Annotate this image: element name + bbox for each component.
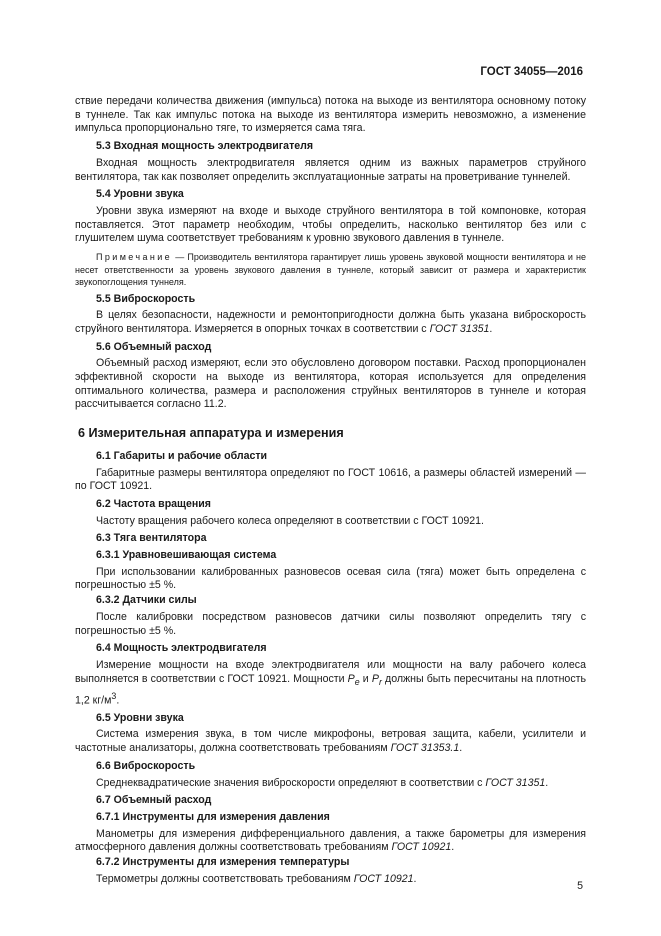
text-part: .: [413, 872, 417, 885]
heading-6-3-1: 6.3.1 Уравновешивающая система: [96, 549, 277, 562]
section-6-title: 6 Измерительная аппаратура и измерения: [78, 426, 344, 441]
heading-5-4: 5.4 Уровни звука: [96, 188, 184, 201]
text-part: .: [451, 841, 455, 854]
heading-6-3-2: 6.3.2 Датчики силы: [96, 594, 197, 607]
intro-paragraph: ствие передачи количества движения (импульса) потока на выходе из вентилятора основному потоку в туннеле. Так как импульс потока на выходе из вентилятора измерить невозможно, а изменение импульса пропорционально тяге, то измеряется сама тяга.: [75, 95, 586, 135]
paragraph-6-7-1: [75, 828, 586, 855]
symbol: P: [347, 672, 355, 685]
heading-5-6: 5.6 Объемный расход: [96, 340, 212, 353]
subscript: e: [354, 676, 360, 687]
text-part: .: [459, 742, 463, 755]
heading-6-5: 6.5 Уровни звука: [96, 711, 184, 724]
text-part: Система измерения звука, в том числе микрофоны, ветровая защита, кабели, усилители и частотные анализаторы, должна соответствовать требованиям: [75, 728, 586, 755]
note-text: — Производитель вентилятора гарантирует лишь уровень звуковой мощности вентилятора и не несет ответственности за уровень звукового давления в туннеле, который зависит от размера и характеристик звукопоглощения туннеля.: [75, 252, 586, 288]
standard-ref: ГОСТ 31351: [485, 776, 546, 789]
text-part: Манометры для измерения дифференциального давления, а также барометры для измерения атмосферного давления должны соответствовать требованиям: [75, 827, 586, 854]
heading-6-4: 6.4 Мощность электродвигателя: [96, 642, 267, 655]
paragraph-6-7-2: [75, 873, 586, 887]
superscript: 3: [111, 690, 117, 701]
text-part: Измерение мощности на входе электродвигателя или мощности на валу рабочего колеса выполняется в соответствии с ГОСТ 10921. Мощности: [75, 659, 586, 685]
paragraph-6-1: Габаритные размеры вентилятора определяют по ГОСТ 10616, а размеры областей измерений — по ГОСТ 10921.: [75, 466, 586, 493]
symbol: P: [371, 672, 379, 685]
standard-ref: ГОСТ 10921: [391, 841, 452, 854]
power-symbol-pe: [348, 673, 360, 685]
heading-5-5: 5.5 Виброскорость: [96, 292, 196, 305]
text-part: должны быть пересчитаны на плотность 1,2 кг/м: [75, 672, 586, 707]
paragraph-6-3-2: После калибровки посредством разновесов датчики силы позволяют определить тягу с погрешностью ±5 %.: [75, 610, 586, 637]
standard-ref: ГОСТ 10921: [353, 872, 414, 885]
note-5-4: [75, 251, 586, 289]
heading-6-7: 6.7 Объемный расход: [96, 794, 212, 807]
paragraph-5-4: Уровни звука измеряют на входе и выходе струйного вентилятора в той компоновке, которая поставляется. Этот параметр необходим, чтобы определить, насколько вентилятор без или с глушителем шума соответствует требованиям к уровню звукового давления в туннеле.: [75, 204, 586, 245]
heading-6-2: 6.2 Частота вращения: [96, 497, 211, 510]
standard-ref: ГОСТ 31351: [429, 322, 490, 335]
page-number: 5: [577, 880, 583, 892]
heading-6-3: 6.3 Тяга вентилятора: [96, 532, 207, 545]
paragraph-5-3: Входная мощность электродвигателя является одним из важных параметров струйного вентилятора, так как позволяет определить эксплуатационные затраты на проветривание туннелей.: [75, 156, 586, 183]
power-symbol-pr: [372, 673, 382, 685]
heading-5-3: 5.3 Входная мощность электродвигателя: [96, 140, 314, 153]
text-part: .: [489, 322, 493, 335]
heading-6-7-2: 6.7.2 Инструменты для измерения температуры: [96, 856, 350, 869]
paragraph-5-5: [75, 309, 586, 336]
paragraph-6-5: [75, 728, 586, 755]
subscript: r: [378, 676, 382, 687]
standard-ref: ГОСТ 31353.1: [390, 742, 460, 755]
text-part: Среднеквадратические значения виброскорости определяют в соответствии с: [96, 776, 486, 789]
paragraph-6-6: [75, 777, 586, 791]
paragraph-5-6: Объемный расход измеряют, если это обусловлено договором поставки. Расход пропорционален эффективной скорости на выходе из вентилятора, которая используется для определения оптимального количества, размера и расположения струйных вентиляторов в туннеле и которая рассчитывается согласно 11.2.: [75, 357, 586, 411]
text-part: и: [359, 672, 372, 685]
paragraph-6-2: Частоту вращения рабочего колеса определяют в соответствии с ГОСТ 10921.: [96, 514, 484, 527]
paragraph-6-3-1: При использовании калиброванных разновесов осевая сила (тяга) может быть определена с погрешностью ±5 %.: [75, 565, 586, 592]
note-label: Примечание: [96, 252, 173, 263]
text-part: .: [116, 694, 120, 707]
document-body: [75, 95, 586, 886]
text-part: Термометры должны соответствовать требованиям: [96, 872, 354, 885]
heading-6-7-1: 6.7.1 Инструменты для измерения давления: [96, 810, 330, 823]
document-code: ГОСТ 34055—2016: [480, 66, 583, 78]
text-part: .: [545, 776, 549, 789]
heading-6-6: 6.6 Виброскорость: [96, 759, 196, 772]
paragraph-6-4: [75, 659, 586, 708]
text-part: В целях безопасности, надежности и ремонтопригодности должна быть указана виброскорость струйного вентилятора. Измеряется в опорных точках в соответствии с: [75, 309, 586, 335]
heading-6-1: 6.1 Габариты и рабочие области: [96, 449, 268, 462]
